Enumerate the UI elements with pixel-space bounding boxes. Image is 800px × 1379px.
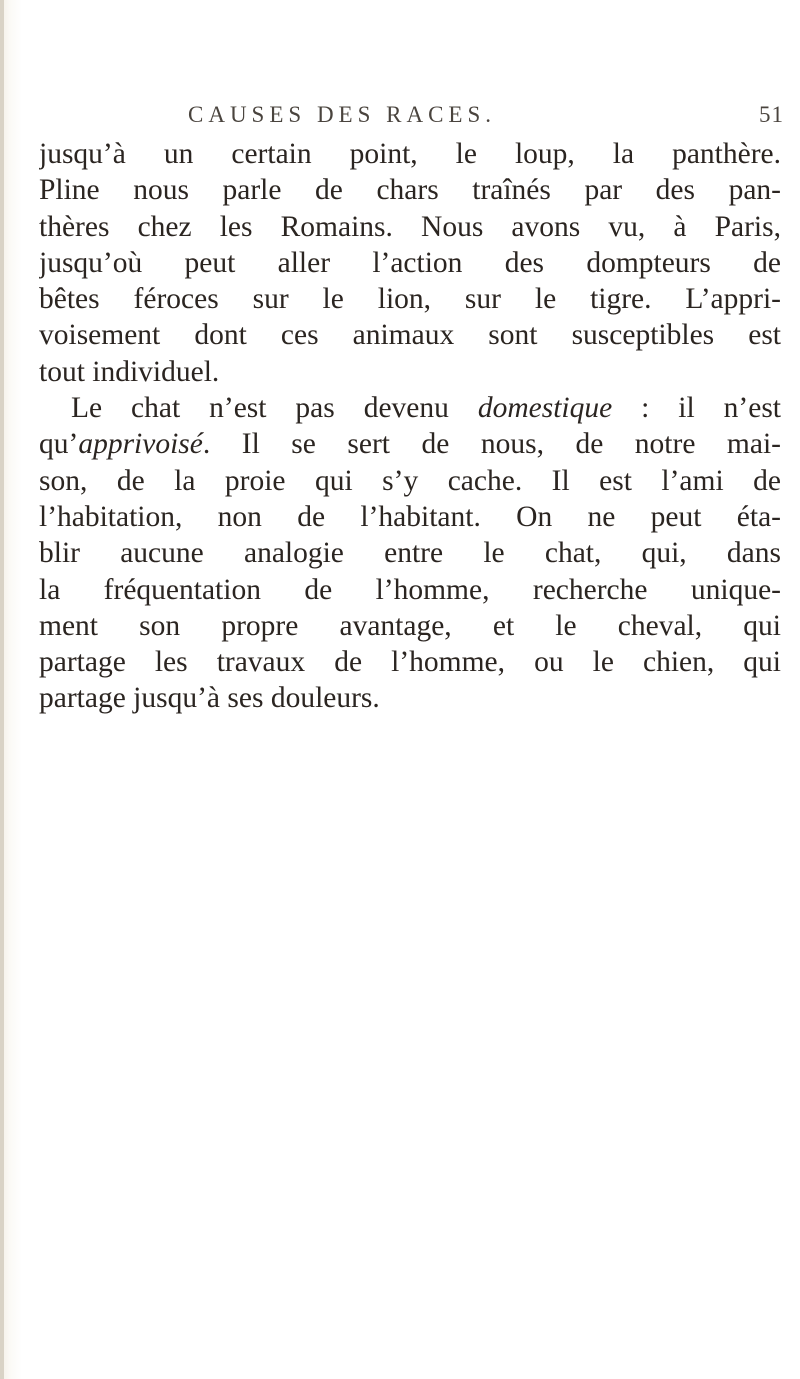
running-head (188, 102, 784, 136)
text-line-12: blir aucune analogie entre le chat, qui, dans (39, 537, 781, 570)
text-line-7: tout individuel. (39, 355, 220, 388)
text-line-15: partage les travaux de l’homme, ou le chien, qui (39, 646, 781, 679)
text-line-9-before: qu’ (39, 428, 79, 461)
text-line-14: ment son propre avantage, et le cheval, qui (39, 609, 781, 642)
text-line-10: son, de la proie qui s’y cache. Il est l’ami de (39, 464, 781, 497)
text-line-8 (39, 390, 781, 426)
text-line-13: la fréquentation de l’homme, recherche unique- (39, 573, 781, 606)
page-spine-shadow (0, 0, 4, 1379)
text-line-3: thères chez les Romains. Nous avons vu, à Paris, (39, 210, 781, 243)
running-title: CAUSES DES RACES. (188, 102, 497, 127)
text-line-9 (39, 426, 781, 462)
body-text (39, 136, 781, 717)
text-line-5: bêtes féroces sur le lion, sur le tigre. L’appri- (39, 283, 781, 316)
text-line-2: Pline nous parle de chars traînés par des pan- (39, 174, 781, 207)
text-line-4: jusqu’où peut aller l’action des dompteurs de (39, 246, 781, 279)
text-line-8-after: : il n’est (612, 392, 781, 425)
text-line-6: voisement dont ces animaux sont susceptibles est (39, 319, 781, 352)
text-line-8-before: Le chat n’est pas devenu (71, 392, 478, 425)
text-line-1: jusqu’à un certain point, le loup, la panthère. (39, 138, 781, 170)
text-line-16: partage jusqu’à ses douleurs. (39, 682, 380, 715)
text-line-11: l’habitation, non de l’habitant. On ne peut éta- (39, 500, 781, 533)
page-number: 51 (759, 102, 784, 127)
emphasis-apprivoise: apprivoisé (78, 428, 203, 461)
text-line-9-after: . Il se sert de nous, de notre mai- (202, 428, 781, 461)
emphasis-domestique: domestique (477, 392, 613, 425)
